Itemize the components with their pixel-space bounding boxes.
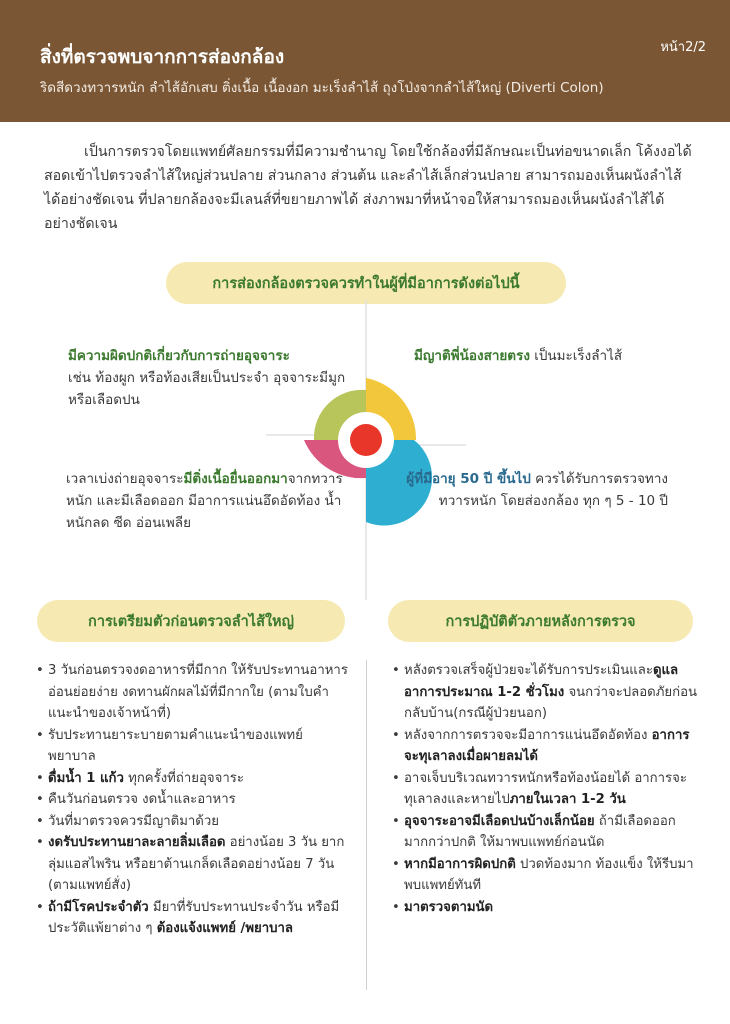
list-item (36, 768, 348, 790)
list-item-bold: หากมีอาการผิดปกติ (404, 856, 516, 872)
prep-list (36, 660, 348, 940)
column-divider (366, 660, 367, 990)
list-item-pre: หลังจากการตรวจจะมีอาการแน่นอึดอัดท้อง (404, 727, 652, 743)
list-item-bold-tail: ต้องแจ้งแพทย์ /พยาบาล (156, 921, 294, 936)
list-item-text: ปวดท้องมาก ท้องแข็ง ให้รีบมาพบแพทย์ทันที (404, 856, 694, 893)
list-item-text: จนกว่าจะปลอดภัยก่อนกลับบ้าน(กรณีผู้ป่วยนอก) (404, 684, 698, 721)
page-number: หน้า2/2 (660, 40, 706, 55)
list-item-text: มียาที่รับประทานประจำวัน หรือมีประวัติแพ้ยาต่าง ๆ (48, 899, 340, 936)
symptom-family-history-bold: มีญาติพี่น้องสายตรง (414, 348, 530, 364)
after-list (392, 660, 704, 918)
list-item-pre: หลังตรวจเสร็จผู้ป่วยจะได้รับการประเมินและ (404, 663, 653, 678)
list-item (36, 897, 348, 940)
list-item-pre: อาจเจ็บบริเวณทวารหนักหรือท้องน้อยได้ อาการจะทุเลาลงและหายไป (404, 770, 687, 807)
list-item-bold: อุจจาระอาจมีเลือดปนบ้างเล็กน้อย (404, 813, 595, 829)
list-item-bold: ภายในเวลา 1-2 วัน (509, 792, 626, 807)
list-item-text: วันที่มาตรวจควรมีญาติมาด้วย (48, 813, 219, 829)
symptom-bowel-change-text: เช่น ท้องผูก หรือท้องเสียเป็นประจำ อุจจาระมีมูกหรือเลือดปน (68, 370, 346, 408)
symptom-polyp-text: จากทวารหนัก และมีเลือดออก มีอาการแน่นอึดอัดท้อง น้ำหนักลด ซีด อ่อนเพลีย (66, 471, 343, 531)
list-item-bold: มาตรวจตามนัด (404, 899, 494, 915)
symptom-polyp-pre: เวลาเบ่งถ่ายอุจจาระ (66, 471, 184, 487)
list-item-text: 3 วันก่อนตรวจงดอาหารที่มีกาก ให้รับประทานอาหารอ่อนย่อยง่าย งดทานผักผลไม้ที่มีกากใย (ตามใบคำแนะนำของเจ้าหน้าที่) (48, 663, 348, 721)
symptom-bowel-change-bold: มีความผิดปกติเกี่ยวกับการถ่ายอุจจาระ (68, 348, 290, 364)
symptom-polyp-bold: มีติ่งเนื้อยื่นออกมา (183, 471, 288, 487)
list-item-text: อย่างน้อย 3 วัน ยากลุ่มแอสไพริน หรือยาต้านเกล็ดเลือดอย่างน้อย 7 วัน (ตามแพทย์สั่ง) (48, 835, 345, 893)
center-dot (350, 424, 382, 456)
symptoms-heading: การส่องกล้องตรวจควรทำในผู้ที่มีอาการดังต่อไปนี้ (166, 262, 566, 304)
list-item (392, 854, 704, 897)
list-item-bold: ดื่มน้ำ 1 แก้ว (48, 770, 124, 786)
header-banner (0, 0, 730, 122)
list-item-bold: ดูแลอาการประมาณ 1-2 ชั่วโมง (404, 663, 679, 700)
list-item (392, 768, 704, 811)
list-item (36, 811, 348, 833)
list-item (392, 811, 704, 854)
list-item (36, 660, 348, 725)
prep-heading: การเตรียมตัวก่อนตรวจลำไส้ใหญ่ (37, 600, 345, 642)
symptom-family-history (414, 345, 694, 367)
list-item-text: ถ้ามีเลือดออกมากกว่าปกติ ให้มาพบแพทย์ก่อนนัด (404, 813, 676, 850)
list-item-bold: ถ้ามีโรคประจำตัว (48, 899, 149, 915)
list-item (392, 725, 704, 768)
page-title: สิ่งที่ตรวจพบจากการส่องกล้อง (40, 46, 285, 68)
symptom-polyp (66, 468, 356, 534)
list-item (36, 832, 348, 897)
symptom-age (398, 468, 668, 512)
list-item-bold: งดรับประทานยาละลายลิ่มเลือด (48, 835, 226, 850)
list-item (36, 725, 348, 768)
list-item-text: คืนวันก่อนตรวจ งดน้ำและอาหาร (48, 792, 236, 807)
symptom-bowel-change (68, 345, 358, 411)
symptom-age-bold: ผู้ที่มีอายุ 50 ปี ขึ้นไป (406, 471, 531, 487)
intro-paragraph: เป็นการตรวจโดยแพทย์ศัลยกรรมที่มีความชำนาญ โดยใช้กล้องที่มีลักษณะเป็นท่อขนาดเล็ก โค้งงอได้ สอดเข้าไปตรวจลำไส้ใหญ่ส่วนปลาย ส่วนกลาง ส่วนต้น และลำไส้เล็กส่วนปลาย สามารถมองเห็นผนังลำไส้ได้อย่างชัดเจน ที่ปลายกล้องจะมีเลนส์ที่ขยายภาพได้ ส่งภาพมาที่หน้าจอให้สามารถมองเห็นผนังลำไส้ได้อย่างชัดเจน (44, 144, 692, 232)
list-item (36, 789, 348, 811)
symptom-age-text: ควรได้รับการตรวจทางทวารหนัก โดยส่องกล้อง ทุก ๆ 5 - 10 ปี (438, 471, 668, 509)
list-item-bold: อาการจะทุเลาลงเมื่อผายลมได้ (404, 727, 690, 764)
list-item (392, 660, 704, 725)
list-item-text: รับประทานยาระบายตามคำแนะนำของแพทย์ พยาบาล (48, 727, 303, 764)
symptom-family-history-text: เป็นมะเร็งลำไส้ (529, 348, 623, 364)
list-item-text: ทุกครั้งที่ถ่ายอุจจาระ (123, 770, 244, 786)
after-heading: การปฏิบัติตัวภายหลังการตรวจ (388, 600, 693, 642)
list-item (392, 897, 704, 919)
page-subtitle: ริดสีดวงทวารหนัก ลำไส้อักเสบ ติ่งเนื้อ เนื้องอก มะเร็งลำไส้ ถุงโป่งจากลำไส้ใหญ่ (Diverti Colon) (40, 80, 604, 96)
